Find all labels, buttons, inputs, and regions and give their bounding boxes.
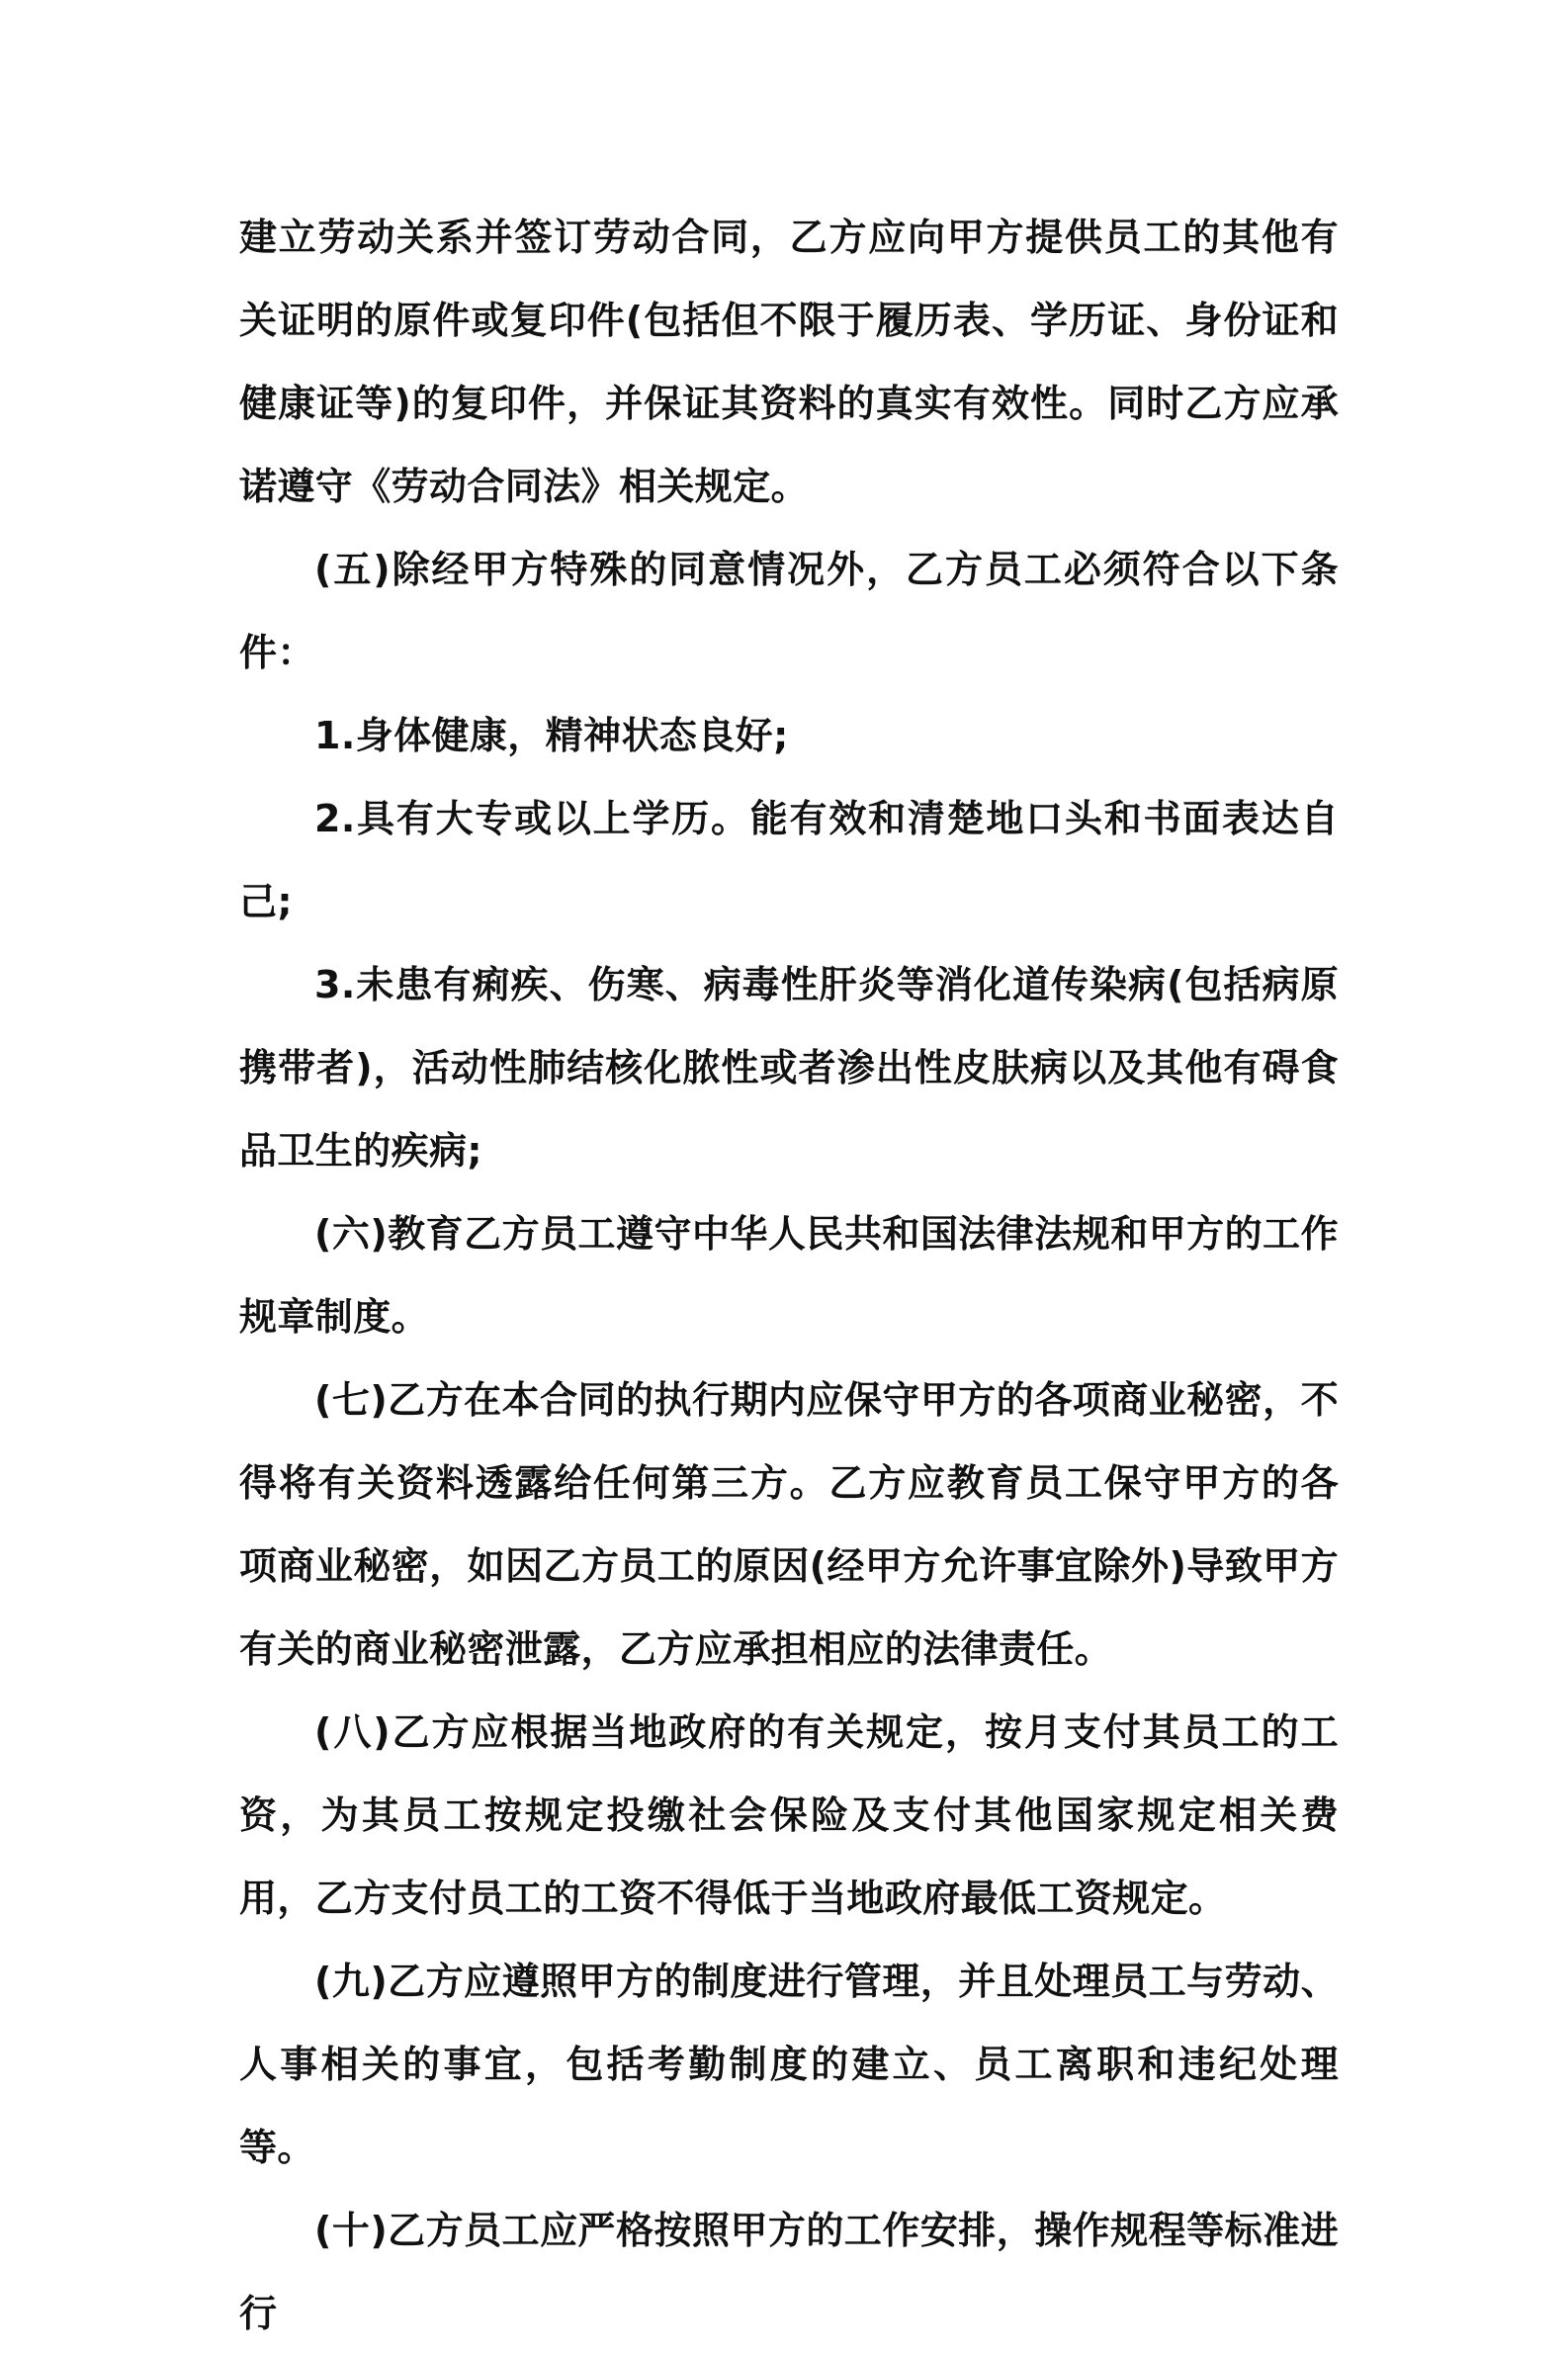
document-body: [239, 196, 1339, 2355]
paragraph-clause-9: (九)乙方应遵照甲方的制度进行管理，并且处理员工与劳动、人事相关的事宜，包括考勤制度的建立、员工离职和违纪处理等。: [239, 1960, 1339, 2169]
paragraph-condition-3: 3.未患有痢疾、伤寒、病毒性肝炎等消化道传染病(包括病原携带者)，活动性肺结核化脓性或者渗出性皮肤病以及其他有碍食品卫生的疾病;: [239, 963, 1339, 1173]
paragraph-condition-1: 1.身体健康，精神状态良好;: [314, 714, 789, 757]
paragraph-condition-2: 2.具有大专或以上学历。能有效和清楚地口头和书面表达自己;: [239, 797, 1339, 923]
paragraph-clause-7: (七)乙方在本合同的执行期内应保守甲方的各项商业秘密，不得将有关资料透露给任何第三方。乙方应教育员工保守甲方的各项商业秘密，如因乙方员工的原因(经甲方允许事宜除外)导致甲方有关的商业秘密泄露，乙方应承担相应的法律责任。: [239, 1378, 1339, 1671]
paragraph-continuation: 建立劳动关系并签订劳动合同，乙方应向甲方提供员工的其他有关证明的原件或复印件(包括但不限于履历表、学历证、身份证和健康证等)的复印件，并保证其资料的真实有效性。同时乙方应承诺遵守《劳动合同法》相关规定。: [239, 216, 1339, 508]
paragraph-clause-8: (八)乙方应根据当地政府的有关规定，按月支付其员工的工资，为其员工按规定投缴社会保险及支付其他国家规定相关费用，乙方支付员工的工资不得低于当地政府最低工资规定。: [239, 1710, 1339, 1920]
paragraph-clause-5: (五)除经甲方特殊的同意情况外，乙方员工必须符合以下条件：: [239, 548, 1339, 674]
paragraph-clause-6: (六)教育乙方员工遵守中华人民共和国法律法规和甲方的工作规章制度。: [239, 1212, 1339, 1339]
paragraph-clause-10: (十)乙方员工应严格按照甲方的工作安排，操作规程等标准进行: [239, 2209, 1339, 2335]
